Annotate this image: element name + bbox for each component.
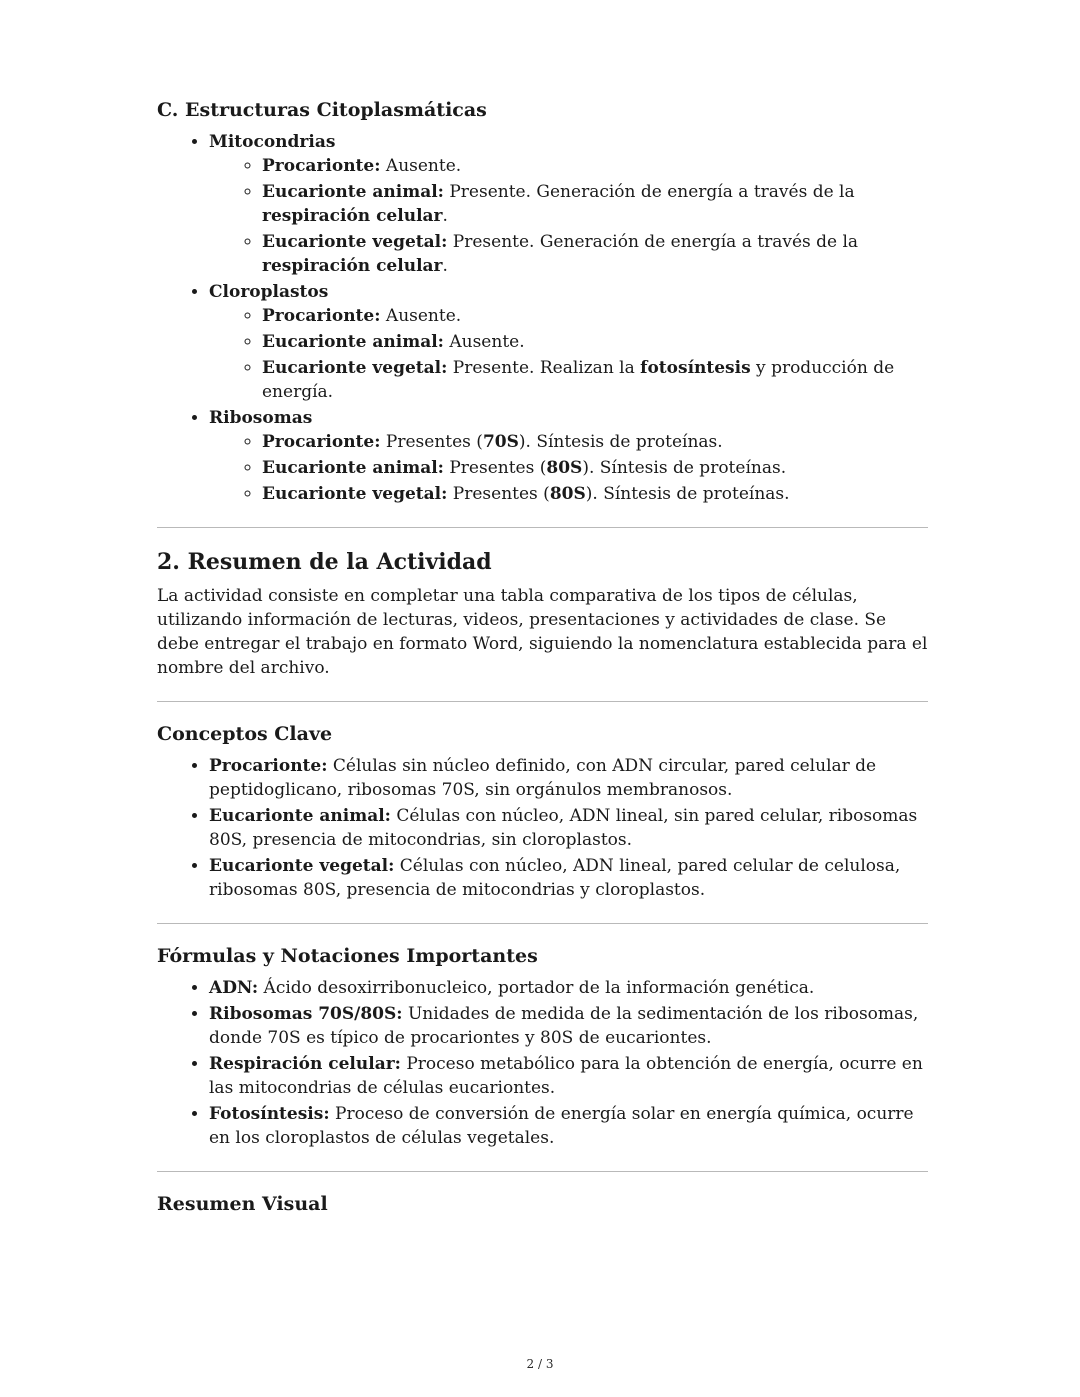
bold-term: 70S [482,432,519,452]
plain-text: Presente. Generación de energía a través de la [447,232,859,252]
section-resumen-actividad [157,547,928,680]
bold-term: Respiración celular: [209,1054,401,1074]
bold-term: fotosíntesis [640,358,751,378]
plain-text: Células con núcleo, ADN lineal, pared celular de celulosa, ribosomas 80S, presencia de mitocondrias y cloroplastos. [209,856,901,900]
formula-item [209,976,928,1000]
cell-type-detail-item [262,456,928,480]
resumen-paragraph: La actividad consiste en completar una tabla comparativa de los tipos de células, utilizando información de lecturas, videos, presentaciones y actividades de clase. Se debe entregar el trabajo en formato Word, siguiendo la nomenclatura establecida para el nombre del archivo. [157,586,928,678]
conceptos-title: Conceptos Clave [157,723,333,745]
concept-item [209,854,928,902]
formula-item [209,1052,928,1100]
bold-term: Procarionte: [262,156,381,176]
section-formulas-notaciones [157,943,928,1150]
cell-type-detail-item [262,330,928,354]
plain-text: y producción de energía. [262,358,895,402]
formula-item [209,1102,928,1150]
organelle-group-item [209,406,928,506]
cell-type-detail-item [262,154,928,178]
bold-term: Ribosomas 70S/80S: [209,1004,403,1024]
cell-type-detail-item [262,482,928,506]
cell-type-detail-item [262,356,928,404]
plain-text: Presente. Generación de energía a través de la [443,182,855,202]
plain-text: Ausente. [443,332,525,352]
plain-text: Células sin núcleo definido, con ADN circular, pared celular de peptidoglicano, ribosomas 70S, sin orgánulos membranosos. [209,756,877,800]
concept-item [209,804,928,852]
organelle-group-label: Cloroplastos [209,282,329,302]
divider-2 [157,701,928,702]
plain-text: Ausente. [380,306,462,326]
plain-text: ). Síntesis de proteínas. [582,458,787,478]
plain-text: Unidades de medida de la sedimentación de los ribosomas, donde 70S es típico de procariontes y 80S de eucariontes. [209,1004,919,1048]
resumen-visual-title: Resumen Visual [157,1193,328,1215]
plain-text: Presentes ( [380,432,483,452]
cell-type-detail-item [262,230,928,278]
plain-text: . [442,256,448,276]
formula-item [209,1002,928,1050]
section-estructuras-citoplasmaticas [157,97,928,506]
plain-text: ). Síntesis de proteínas. [518,432,723,452]
plain-text: Células con núcleo, ADN lineal, sin pared celular, ribosomas 80S, presencia de mitocondrias, sin cloroplastos. [209,806,918,850]
formulas-list [157,976,928,1150]
bold-term: Eucarionte animal: [262,332,444,352]
formulas-title: Fórmulas y Notaciones Importantes [157,945,538,967]
bold-term: 80S [549,484,586,504]
section-conceptos-clave [157,721,928,902]
cell-type-detail-item [262,304,928,328]
section-c-list [157,130,928,506]
bold-term: Eucarionte vegetal: [262,484,448,504]
bold-term: Eucarionte vegetal: [209,856,395,876]
organelle-group-label: Ribosomas [209,408,313,428]
plain-text: . [442,206,448,226]
bold-term: respiración celular [262,256,443,276]
plain-text: Proceso de conversión de energía solar en energía química, ocurre en los cloroplastos de células vegetales. [209,1104,914,1148]
conceptos-list [157,754,928,902]
divider-4 [157,1171,928,1172]
section-resumen-visual [157,1191,928,1217]
bold-term: respiración celular [262,206,443,226]
bold-term: Fotosíntesis: [209,1104,330,1124]
plain-text: Ácido desoxirribonucleico, portador de la información genética. [258,978,815,998]
organelle-group-label: Mitocondrias [209,132,336,152]
organelle-sublist [209,304,928,404]
section-c-title: C. Estructuras Citoplasmáticas [157,99,487,121]
bold-term: 80S [546,458,583,478]
bold-term: Procarionte: [262,306,381,326]
bold-term: Procarionte: [209,756,328,776]
bold-term: Eucarionte animal: [209,806,391,826]
bold-term: Eucarionte animal: [262,458,444,478]
plain-text: ). Síntesis de proteínas. [585,484,790,504]
divider-3 [157,923,928,924]
page-footer [0,1357,1080,1371]
page-number: 2 / 3 [526,1357,554,1371]
organelle-sublist [209,154,928,278]
divider-1 [157,527,928,528]
bold-term: Eucarionte animal: [262,182,444,202]
bold-term: ADN: [209,978,259,998]
concept-item [209,754,928,802]
bold-term: Procarionte: [262,432,381,452]
plain-text: Presente. Realizan la [447,358,641,378]
plain-text: Proceso metabólico para la obtención de energía, ocurre en las mitocondrias de células eucariontes. [209,1054,923,1098]
cell-type-detail-item [262,430,928,454]
cell-type-detail-item [262,180,928,228]
plain-text: Presentes ( [447,484,550,504]
organelle-sublist [209,430,928,506]
bold-term: Eucarionte vegetal: [262,232,448,252]
bold-term: Eucarionte vegetal: [262,358,448,378]
organelle-group-item [209,130,928,278]
plain-text: Ausente. [380,156,462,176]
organelle-group-item [209,280,928,404]
resumen-title: 2. Resumen de la Actividad [157,549,492,575]
plain-text: Presentes ( [443,458,547,478]
